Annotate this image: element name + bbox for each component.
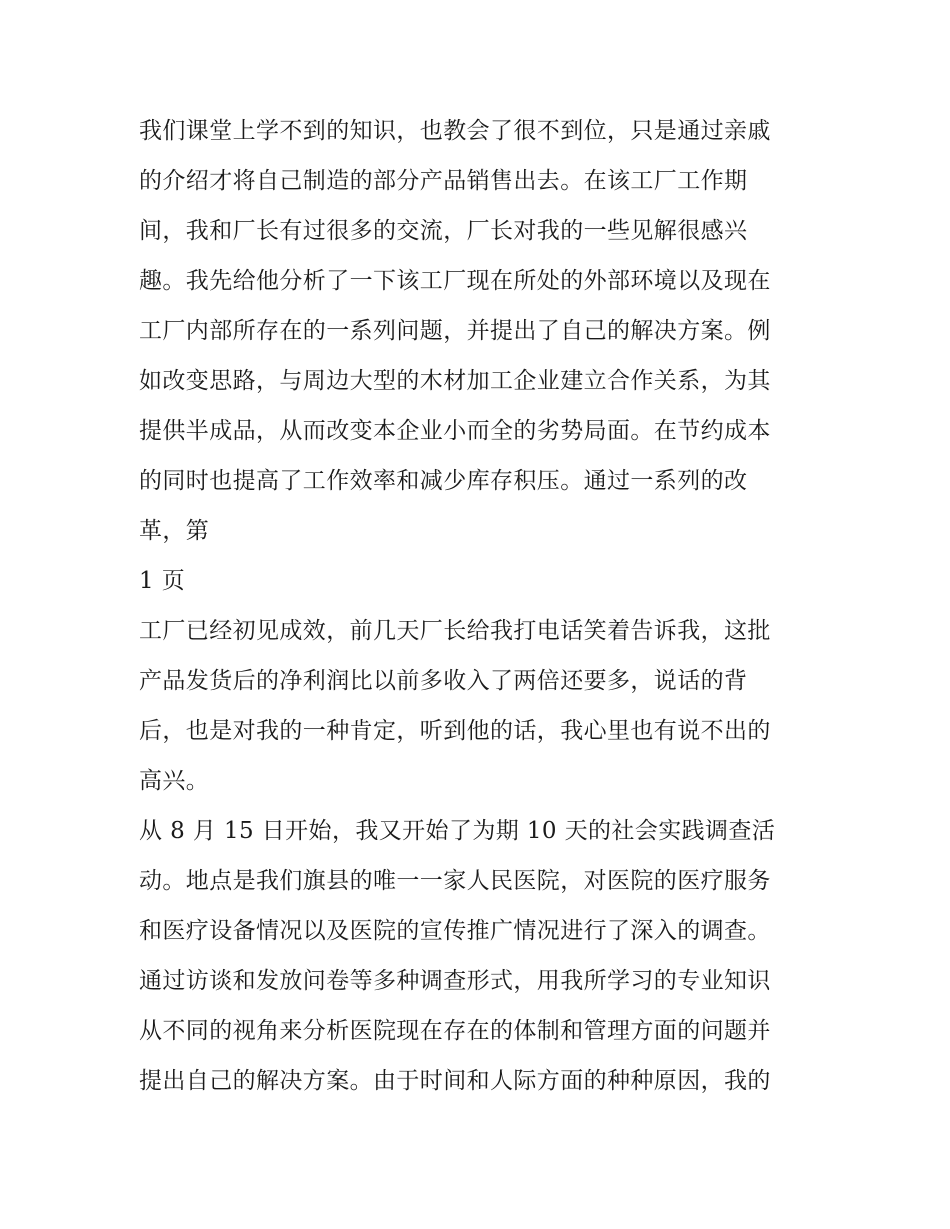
text-line: 如改变思路，与周边大型的木材加工企业建立合作关系，为其 (139, 368, 771, 394)
text-line: 趣。我先给他分析了一下该工厂现在所处的外部环境以及现在 (139, 268, 771, 294)
text-line: 高兴。 (139, 768, 210, 794)
text-line: 革，第 (139, 518, 210, 544)
text-line: 从不同的视角来分析医院现在存在的体制和管理方面的问题并 (139, 1018, 771, 1044)
text-line: 产品发货后的净利润比以前多收入了两倍还要多，说话的背 (139, 668, 748, 694)
text-line: 的同时也提高了工作效率和减少库存积压。通过一系列的改 (139, 468, 748, 494)
text-line: 提出自己的解决方案。由于时间和人际方面的种种原因，我的 (139, 1068, 771, 1094)
text-line: 间，我和厂长有过很多的交流，厂长对我的一些见解很感兴 (139, 218, 748, 244)
text-line: 动。地点是我们旗县的唯一一家人民医院，对医院的医疗服务 (139, 868, 771, 894)
text-line: 工厂已经初见成效，前几天厂长给我打电话笑着告诉我，这批 (139, 618, 771, 644)
text-line: 和医疗设备情况以及医院的宣传推广情况进行了深入的调查。 (139, 918, 771, 944)
text-line: 后，也是对我的一种肯定，听到他的话，我心里也有说不出的 (139, 718, 771, 744)
text-line: 的介绍才将自己制造的部分产品销售出去。在该工厂工作期 (139, 168, 748, 194)
text-line: 工厂内部所存在的一系列问题，并提出了自己的解决方案。例 (139, 318, 771, 344)
text-line: 从 8 月 15 日开始，我又开始了为期 10 天的社会实践调查活 (139, 818, 776, 844)
page-number: 1 页 (139, 568, 186, 594)
text-line: 提供半成品，从而改变本企业小而全的劣势局面。在节约成本 (139, 418, 771, 444)
text-line: 我们课堂上学不到的知识，也教会了很不到位，只是通过亲戚 (139, 118, 771, 144)
text-line: 通过访谈和发放问卷等多种调查形式，用我所学习的专业知识 (139, 968, 771, 994)
